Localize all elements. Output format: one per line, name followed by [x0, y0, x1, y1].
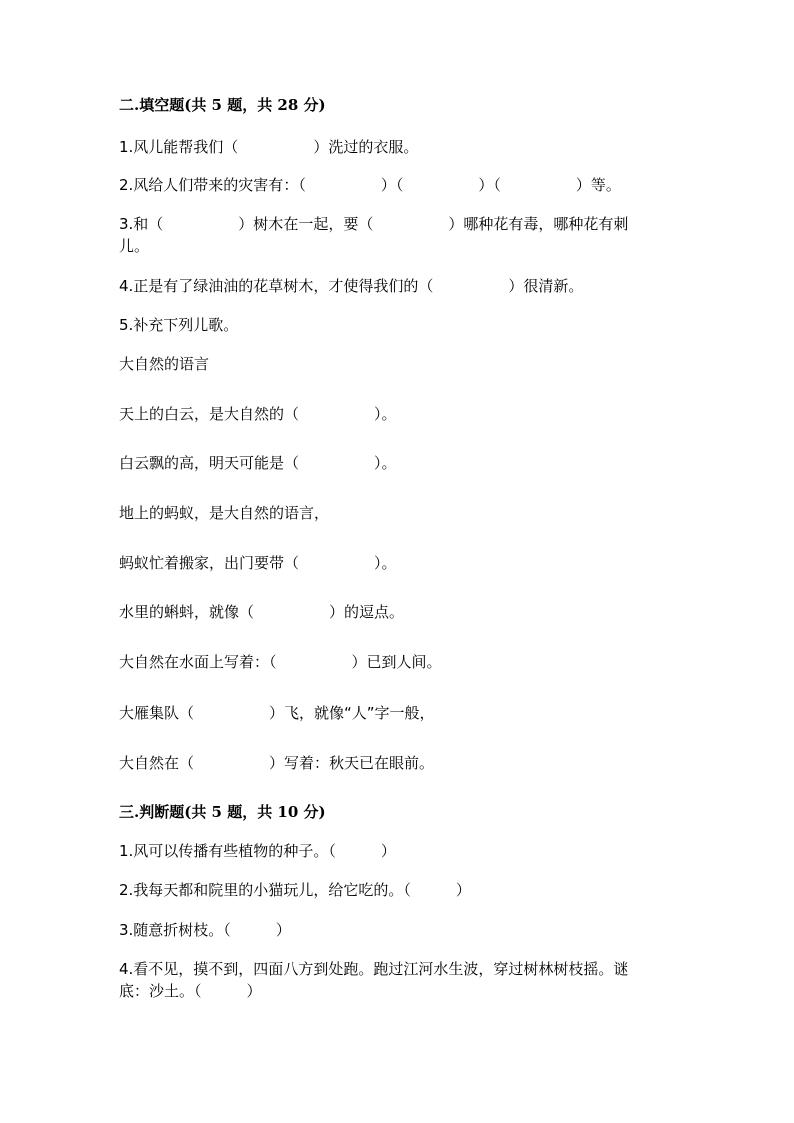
section-3-heading: 三.判断题(共 5 题，共 10 分)	[119, 803, 326, 821]
poem-title: 大自然的语言	[119, 355, 210, 373]
poem-line: 大雁集队（ ）飞，就像“人”字一般，	[119, 704, 435, 722]
poem-line: 大自然在（ ）写着：秋天已在眼前。	[119, 754, 435, 772]
poem-line: 水里的蝌蚪，就像（ ）的逗点。	[119, 603, 405, 621]
poem-line: 白云飘的高，明天可能是（ ）。	[119, 454, 397, 472]
fill-question-1: 1.风儿能帮我们（ ）洗过的衣服。	[119, 138, 419, 156]
judge-question-4-line-1: 4.看不见，摸不到，四面八方到处跑。跑过江河水生波，穿过树林树枝摇。谜	[119, 960, 629, 978]
poem-line: 大自然在水面上写着：（ ）已到人间。	[119, 653, 442, 671]
section-2-heading: 二.填空题(共 5 题，共 28 分)	[119, 96, 326, 114]
poem-line: 天上的白云，是大自然的（ ）。	[119, 405, 397, 423]
poem-line: 蚂蚁忙着搬家，出门要带（ ）。	[119, 554, 397, 572]
fill-question-4: 4.正是有了绿油油的花草树木，才使得我们的（ ）很清新。	[119, 277, 584, 295]
judge-question-4-line-2: 底：沙土。（ ）	[119, 982, 262, 1000]
judge-question-3: 3.随意折树枝。（ ）	[119, 921, 291, 939]
fill-question-5: 5.补充下列儿歌。	[119, 316, 239, 334]
judge-question-1: 1.风可以传播有些植物的种子。（ ）	[119, 842, 396, 860]
fill-question-2: 2.风给人们带来的灾害有：（ ）（ ）（ ）等。	[119, 176, 621, 194]
poem-line: 地上的蚂蚁，是大自然的语言，	[119, 504, 330, 522]
judge-question-2: 2.我每天都和院里的小猫玩儿，给它吃的。（ ）	[119, 881, 471, 899]
fill-question-3-line-1: 3.和（ ）树木在一起，要（ ）哪种花有毒，哪种花有刺	[119, 215, 629, 233]
fill-question-3-line-2: 儿。	[119, 237, 150, 255]
